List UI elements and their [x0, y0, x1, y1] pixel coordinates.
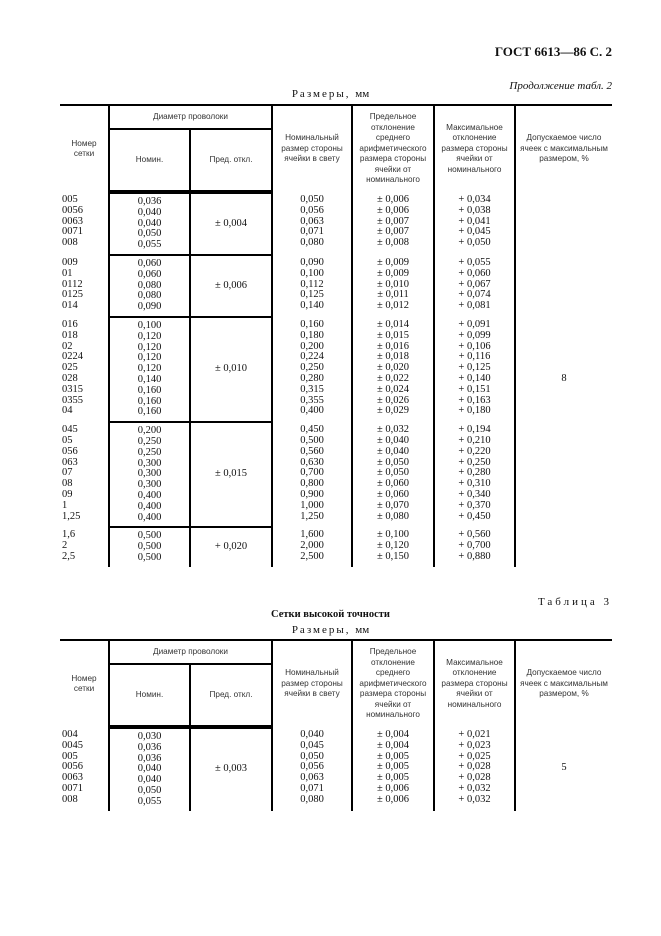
cell-size: 0,100 [300, 267, 324, 279]
col-nominal: Номин. [109, 664, 190, 727]
mean-dev: ± 0,100 [376, 529, 409, 541]
max-devs [434, 317, 515, 422]
cell-size: 0,500 [300, 434, 324, 446]
mean-dev: ± 0,004 [376, 729, 409, 740]
mean-dev: ± 0,012 [376, 300, 409, 312]
mean-dev: ± 0,022 [376, 372, 409, 384]
col-number: Номер сетки [60, 105, 109, 192]
max-dev: + 0,055 [458, 256, 491, 268]
mesh-number: 018 [62, 329, 78, 341]
max-dev: + 0,220 [458, 445, 491, 457]
mean-dev: ± 0,120 [376, 540, 409, 552]
wire-nominal: 0,120 [137, 363, 162, 375]
max-dev: + 0,023 [458, 739, 491, 751]
mean-dev: ± 0,004 [376, 739, 409, 751]
wire-nominal: 0,090 [137, 301, 162, 313]
col-allowed-pct: Допускаемое число ячеек с максимальным размером, % [515, 640, 612, 727]
col-cell-size: Номинальный размер стороны ячейки в свету [272, 640, 352, 727]
wire-nominal: 0,500 [137, 530, 162, 542]
wire-nominal: 0,060 [137, 257, 162, 269]
mesh-number: 063 [62, 456, 78, 468]
wire-nominal: 0,500 [137, 541, 162, 553]
units-mm: мм [355, 88, 370, 100]
wire-nominals [109, 727, 190, 811]
max-dev: + 0,106 [458, 340, 491, 352]
cell-size: 0,063 [300, 772, 324, 784]
cell-size: 0,071 [300, 782, 324, 794]
max-dev: + 0,034 [458, 194, 491, 205]
wire-nominal: 0,400 [137, 489, 162, 501]
max-dev: + 0,180 [458, 405, 491, 417]
mesh-number: 01 [62, 267, 73, 279]
mean-dev: ± 0,006 [376, 204, 409, 216]
wire-nominal: 0,060 [137, 268, 162, 280]
mean-devs [352, 255, 434, 317]
mesh-number: 0112 [62, 278, 83, 290]
wire-nominal: 0,300 [137, 468, 162, 480]
cell-size: 0,800 [300, 478, 324, 490]
mean-dev: ± 0,050 [376, 456, 409, 468]
max-dev: + 0,032 [458, 793, 491, 805]
cell-size: 0,355 [300, 394, 324, 406]
wire-nominal: 0,300 [137, 457, 162, 469]
mesh-number: 0063 [62, 772, 83, 784]
mesh-number: 005 [62, 750, 78, 762]
max-dev: + 0,250 [458, 456, 491, 468]
max-dev: + 0,163 [458, 394, 491, 406]
max-dev: + 0,700 [458, 540, 491, 552]
wire-nominal: 0,100 [137, 319, 162, 331]
mean-dev: ± 0,008 [376, 237, 409, 249]
mean-dev: ± 0,009 [376, 256, 409, 268]
mean-dev: ± 0,009 [376, 267, 409, 279]
max-dev: + 0,050 [458, 237, 491, 249]
cell-size: 0,560 [300, 445, 324, 457]
mean-dev: ± 0,006 [376, 782, 409, 794]
mean-devs [352, 422, 434, 527]
mean-dev: ± 0,016 [376, 340, 409, 352]
max-dev: + 0,032 [458, 782, 491, 794]
mean-dev: ± 0,150 [376, 550, 409, 562]
page-header: ГОСТ 6613—86 С. 2 [494, 44, 612, 59]
col-mean-dev: Предельное отклонение среднего арифметического размера стороны ячейки от номинального [352, 105, 434, 192]
mean-dev: ± 0,011 [377, 289, 409, 301]
cell-sizes [272, 317, 352, 422]
mesh-number: 004 [62, 729, 78, 740]
mean-dev: ± 0,018 [376, 351, 409, 363]
mesh-numbers [60, 317, 109, 422]
cell-size: 0,315 [300, 383, 324, 395]
mean-dev: ± 0,006 [376, 793, 409, 805]
mesh-numbers [60, 192, 109, 255]
cell-sizes [272, 422, 352, 527]
wire-nominal: 0,040 [137, 774, 162, 786]
cell-size: 1,600 [300, 529, 324, 541]
cell-size: 0,160 [300, 318, 324, 330]
mean-devs [352, 727, 434, 811]
mesh-number: 0125 [62, 289, 83, 301]
allowed-pct: 5 [515, 727, 612, 811]
cell-size: 0,050 [300, 194, 324, 205]
col-cell-size: Номинальный размер стороны ячейки в свету [272, 105, 352, 192]
cell-size: 1,000 [300, 499, 324, 511]
mesh-number: 005 [62, 194, 78, 205]
max-dev: + 0,140 [458, 372, 491, 384]
wire-nominal: 0,160 [137, 384, 162, 396]
wire-tolerance: ± 0,010 [190, 317, 272, 422]
mesh-numbers [60, 727, 109, 811]
col-allowed-pct: Допускаемое число ячеек с максимальным размером, % [515, 105, 612, 192]
wire-nominals [109, 255, 190, 317]
cell-size: 0,450 [300, 424, 324, 436]
wire-nominal: 0,160 [137, 395, 162, 407]
mesh-number: 009 [62, 256, 78, 268]
mesh-number: 045 [62, 424, 78, 436]
col-number: Номер сетки [60, 640, 109, 727]
max-dev: + 0,450 [458, 510, 491, 522]
cell-size: 0,071 [300, 226, 324, 238]
cell-size: 0,063 [300, 215, 324, 227]
max-dev: + 0,025 [458, 750, 491, 762]
max-dev: + 0,310 [458, 478, 491, 490]
cell-size: 0,140 [300, 300, 324, 312]
wire-nominal: 0,160 [137, 406, 162, 418]
mean-dev: ± 0,032 [376, 424, 409, 436]
cell-size: 2,500 [300, 550, 324, 562]
cell-size: 0,630 [300, 456, 324, 468]
max-dev: + 0,045 [458, 226, 491, 238]
max-devs [434, 422, 515, 527]
cell-sizes [272, 527, 352, 566]
wire-nominal: 0,050 [137, 228, 162, 240]
cell-size: 2,000 [300, 540, 324, 552]
units-caption-3 [0, 624, 661, 636]
mean-dev: ± 0,040 [376, 434, 409, 446]
cell-size: 0,112 [300, 278, 324, 290]
allowed-pct: 8 [515, 192, 612, 567]
wire-nominal: 0,120 [137, 352, 162, 364]
cell-size: 0,125 [300, 289, 324, 301]
table-3-title: Сетки высокой точности [271, 609, 390, 620]
wire-nominal: 0,140 [137, 373, 162, 385]
table-3 [60, 639, 612, 811]
max-dev: + 0,041 [458, 215, 491, 227]
wire-nominal: 0,036 [137, 741, 162, 753]
mesh-number: 0056 [62, 761, 83, 773]
mesh-number: 008 [62, 237, 78, 249]
max-dev: + 0,091 [458, 318, 491, 330]
max-dev: + 0,340 [458, 488, 491, 500]
max-dev: + 0,028 [458, 772, 491, 784]
mean-dev: ± 0,050 [376, 467, 409, 479]
cell-size: 0,090 [300, 256, 324, 268]
max-dev: + 0,099 [458, 329, 491, 341]
mean-dev: ± 0,005 [376, 761, 409, 773]
col-max-dev: Максимальное отклонение размера стороны ячейки от номинального [434, 640, 515, 727]
max-devs [434, 727, 515, 811]
cell-size: 1,250 [300, 510, 324, 522]
mean-devs [352, 527, 434, 566]
mean-devs [352, 192, 434, 255]
cell-size: 0,056 [300, 761, 324, 773]
mean-dev: ± 0,015 [376, 329, 409, 341]
max-dev: + 0,210 [458, 434, 491, 446]
mesh-number: 016 [62, 318, 78, 330]
col-wire-diameter: Диаметр проволоки [109, 105, 272, 129]
cell-size: 0,180 [300, 329, 324, 341]
mesh-number: 04 [62, 405, 73, 417]
wire-nominals [109, 317, 190, 422]
units-label: Размеры, [291, 88, 351, 100]
cell-size: 0,045 [300, 739, 324, 751]
wire-nominal: 0,036 [137, 196, 162, 207]
wire-nominal: 0,400 [137, 511, 162, 523]
mesh-numbers [60, 422, 109, 527]
mean-dev: ± 0,026 [376, 394, 409, 406]
wire-nominal: 0,050 [137, 784, 162, 796]
row-group [60, 192, 612, 255]
wire-nominal: 0,200 [137, 425, 162, 437]
max-devs [434, 255, 515, 317]
max-dev: + 0,060 [458, 267, 491, 279]
max-dev: + 0,880 [458, 550, 491, 562]
continuation-label: Продолжение табл. 2 [509, 80, 612, 92]
mean-devs [352, 317, 434, 422]
max-dev: + 0,560 [458, 529, 491, 541]
max-dev: + 0,116 [458, 351, 491, 363]
wire-nominal: 0,500 [137, 551, 162, 563]
mesh-number: 056 [62, 445, 78, 457]
cell-size: 0,056 [300, 204, 324, 216]
col-tolerance: Пред. откл. [190, 664, 272, 727]
mesh-number: 0224 [62, 351, 83, 363]
wire-nominal: 0,040 [137, 206, 162, 218]
max-devs [434, 192, 515, 255]
max-dev: + 0,021 [458, 729, 491, 740]
mean-dev: ± 0,060 [376, 488, 409, 500]
mesh-number: 025 [62, 362, 78, 374]
wire-tolerance: + 0,020 [190, 527, 272, 566]
wire-nominal: 0,080 [137, 290, 162, 302]
mesh-number: 0063 [62, 215, 83, 227]
max-dev: + 0,280 [458, 467, 491, 479]
max-dev: + 0,038 [458, 204, 491, 216]
mean-dev: ± 0,040 [376, 445, 409, 457]
mesh-number: 08 [62, 478, 73, 490]
cell-sizes [272, 727, 352, 811]
max-devs [434, 527, 515, 566]
wire-nominal: 0,036 [137, 752, 162, 764]
wire-nominal: 0,030 [137, 731, 162, 742]
col-wire-diameter: Диаметр проволоки [109, 640, 272, 664]
table-3-label: Таблица 3 [537, 596, 612, 608]
units-label: Размеры, [291, 624, 351, 636]
mesh-number: 2,5 [62, 550, 76, 562]
cell-sizes [272, 192, 352, 255]
max-dev: + 0,370 [458, 499, 491, 511]
mesh-number: 1,25 [62, 510, 81, 522]
table-2 [60, 104, 612, 567]
wire-nominals [109, 422, 190, 527]
mesh-number: 0315 [62, 383, 83, 395]
mesh-numbers [60, 255, 109, 317]
mesh-number: 008 [62, 793, 78, 805]
max-dev: + 0,151 [458, 383, 491, 395]
max-dev: + 0,067 [458, 278, 491, 290]
mean-dev: ± 0,010 [376, 278, 409, 290]
mean-dev: ± 0,005 [376, 772, 409, 784]
cell-size: 0,900 [300, 488, 324, 500]
max-dev: + 0,125 [458, 362, 491, 374]
wire-nominal: 0,040 [137, 763, 162, 775]
mean-dev: ± 0,007 [376, 226, 409, 238]
mesh-number: 09 [62, 488, 73, 500]
mean-dev: ± 0,006 [376, 194, 409, 205]
mean-dev: ± 0,005 [376, 750, 409, 762]
mesh-number: 0355 [62, 394, 83, 406]
wire-tolerance: ± 0,004 [190, 192, 272, 255]
wire-nominal: 0,040 [137, 217, 162, 229]
max-dev: + 0,074 [458, 289, 491, 301]
cell-size: 0,200 [300, 340, 324, 352]
row-group [60, 727, 612, 811]
mean-dev: ± 0,024 [376, 383, 409, 395]
wire-nominal: 0,080 [137, 279, 162, 291]
cell-size: 0,250 [300, 362, 324, 374]
cell-size: 0,040 [300, 729, 324, 740]
wire-nominals [109, 527, 190, 566]
units-mm: мм [355, 624, 370, 636]
wire-nominal: 0,250 [137, 446, 162, 458]
wire-nominal: 0,120 [137, 341, 162, 353]
max-dev: + 0,081 [458, 300, 491, 312]
mesh-number: 014 [62, 300, 78, 312]
wire-nominal: 0,055 [137, 795, 162, 807]
mesh-number: 05 [62, 434, 73, 446]
wire-nominals [109, 192, 190, 255]
col-mean-dev: Предельное отклонение среднего арифметического размера стороны ячейки от номинального [352, 640, 434, 727]
mean-dev: ± 0,080 [376, 510, 409, 522]
wire-tolerance: ± 0,003 [190, 727, 272, 811]
mean-dev: ± 0,060 [376, 478, 409, 490]
mesh-number: 0071 [62, 226, 83, 238]
wire-tolerance: ± 0,015 [190, 422, 272, 527]
wire-nominal: 0,120 [137, 330, 162, 342]
col-nominal: Номин. [109, 129, 190, 192]
mesh-number: 02 [62, 340, 73, 352]
mesh-numbers [60, 527, 109, 566]
units-caption [0, 88, 661, 100]
mesh-number: 0071 [62, 782, 83, 794]
mesh-number: 1 [62, 499, 68, 511]
mean-dev: ± 0,020 [376, 362, 409, 374]
wire-tolerance: ± 0,006 [190, 255, 272, 317]
max-dev: + 0,028 [458, 761, 491, 773]
wire-nominal: 0,055 [137, 239, 162, 251]
mesh-number: 2 [62, 540, 68, 552]
cell-size: 0,280 [300, 372, 324, 384]
mesh-number: 07 [62, 467, 73, 479]
mesh-number: 1,6 [62, 529, 76, 541]
col-tolerance: Пред. откл. [190, 129, 272, 192]
max-dev: + 0,194 [458, 424, 491, 436]
cell-size: 0,080 [300, 793, 324, 805]
mesh-number: 028 [62, 372, 78, 384]
cell-sizes [272, 255, 352, 317]
mesh-number: 0056 [62, 204, 83, 216]
wire-nominal: 0,300 [137, 479, 162, 491]
mean-dev: ± 0,014 [376, 318, 409, 330]
wire-nominal: 0,250 [137, 435, 162, 447]
mesh-number: 0045 [62, 739, 83, 751]
mean-dev: ± 0,029 [376, 405, 409, 417]
cell-size: 0,224 [300, 351, 324, 363]
wire-nominal: 0,400 [137, 500, 162, 512]
cell-size: 0,700 [300, 467, 324, 479]
cell-size: 0,400 [300, 405, 324, 417]
cell-size: 0,050 [300, 750, 324, 762]
mean-dev: ± 0,007 [376, 215, 409, 227]
col-max-dev: Максимальное отклонение размера стороны ячейки от номинального [434, 105, 515, 192]
mean-dev: ± 0,070 [376, 499, 409, 511]
cell-size: 0,080 [300, 237, 324, 249]
